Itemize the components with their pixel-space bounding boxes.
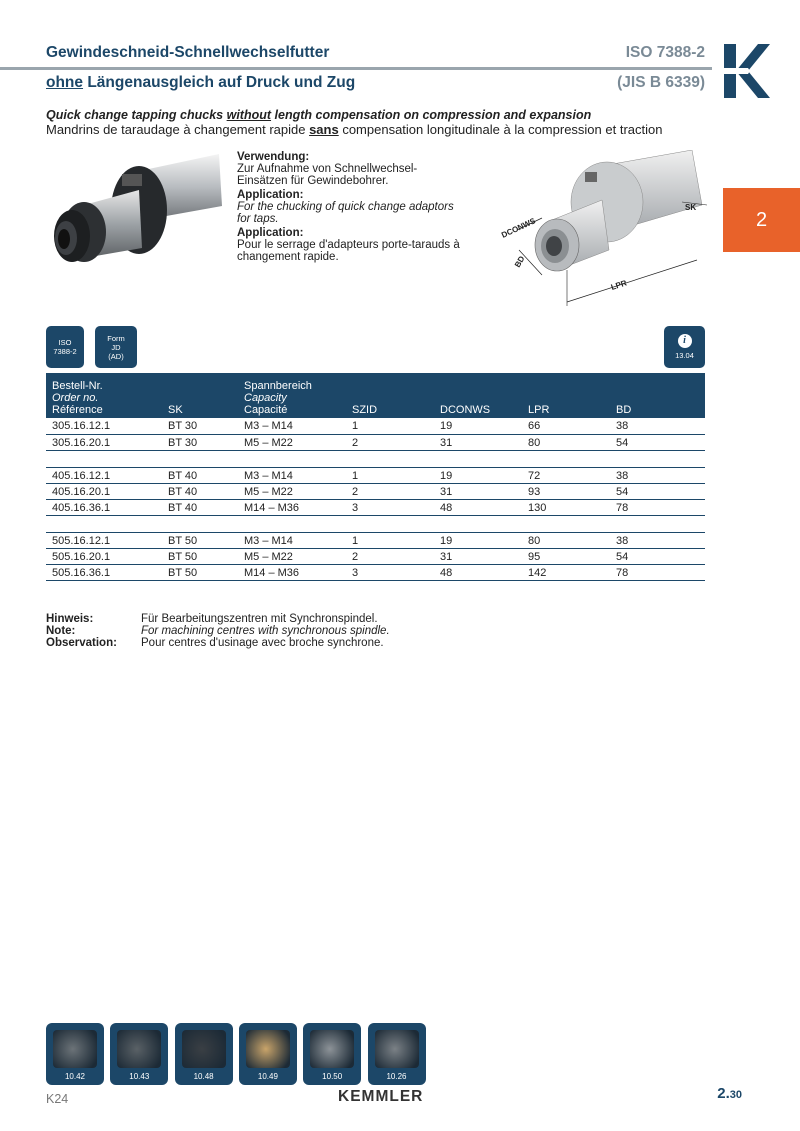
usage-heading-fr: Application:	[237, 227, 304, 239]
cell-bd: 54	[610, 483, 705, 499]
cell-szid: 2	[346, 483, 434, 499]
info-icon: i	[678, 334, 692, 348]
cell-lpr: 80	[522, 434, 610, 450]
header-sk: SK	[168, 404, 183, 416]
info-badge[interactable]	[664, 326, 705, 368]
label-dconws: DCONWS	[500, 216, 537, 240]
cell-dconws: 19	[434, 532, 522, 548]
note-text-en: For machining centres with synchronous spindle.	[141, 625, 390, 637]
cell-szid: 1	[346, 467, 434, 483]
subtitle-emphasis: ohne	[46, 74, 84, 91]
cell-bd: 38	[610, 532, 705, 548]
accessory-label: 10.50	[322, 1072, 343, 1081]
accessory-image	[246, 1030, 290, 1068]
accessory-image	[375, 1030, 419, 1068]
cell-order-no[interactable]: 405.16.36.1	[46, 499, 162, 515]
cell-order-no[interactable]: 305.16.20.1	[46, 434, 162, 450]
table-row	[46, 499, 705, 515]
table-row	[46, 418, 705, 434]
cell-sk: BT 50	[162, 564, 238, 580]
iso-badge-line2: 7388-2	[53, 347, 77, 356]
group-separator	[46, 450, 705, 467]
kemmler-logo-icon	[722, 44, 770, 98]
brand-name: KEMMLER	[338, 1088, 424, 1105]
title-english: Quick change tapping chucks without length compensation on compression and expansion	[46, 108, 592, 122]
cell-bd: 38	[610, 467, 705, 483]
cell-sk: BT 40	[162, 467, 238, 483]
page-subtitle	[46, 74, 355, 92]
cell-dconws: 48	[434, 499, 522, 515]
accessory-thumbnail[interactable]	[239, 1023, 297, 1085]
cell-dconws: 31	[434, 548, 522, 564]
cell-lpr: 93	[522, 483, 610, 499]
footer-code: K24	[46, 1092, 69, 1106]
accessory-label: 10.43	[129, 1072, 150, 1081]
cell-sk: BT 30	[162, 434, 238, 450]
label-bd: BD	[512, 254, 527, 269]
cell-szid: 1	[346, 532, 434, 548]
usage-description	[237, 151, 467, 263]
usage-text-fr: Pour le serrage d'adapteurs porte-tarauds à changement rapide.	[237, 239, 460, 263]
header-dconws: DCONWS	[440, 404, 491, 416]
header-bd: BD	[616, 404, 632, 416]
accessory-thumbnail[interactable]	[368, 1023, 426, 1085]
cell-bd: 78	[610, 499, 705, 515]
cell-capacity: M3 – M14	[238, 467, 346, 483]
accessory-label: 10.42	[64, 1072, 86, 1081]
subtitle-rest: Längenausgleich auf Druck und Zug	[87, 74, 356, 91]
iso-badge	[46, 326, 84, 368]
accessory-label: 10.48	[193, 1072, 214, 1081]
cell-dconws: 48	[434, 564, 522, 580]
cell-szid: 2	[346, 548, 434, 564]
header-szid: SZID	[352, 404, 378, 416]
cell-lpr: 66	[522, 418, 610, 434]
note-text-fr: Pour centres d'usinage avec broche synchrone.	[141, 637, 384, 649]
cell-lpr: 80	[522, 532, 610, 548]
cell-capacity: M5 – M22	[238, 548, 346, 564]
technical-drawing	[497, 150, 712, 310]
table-row	[46, 434, 705, 450]
header-divider	[0, 67, 712, 70]
table-row	[46, 532, 705, 548]
cell-lpr: 130	[522, 499, 610, 515]
accessory-thumbnail[interactable]	[303, 1023, 361, 1085]
cell-capacity: M5 – M22	[238, 434, 346, 450]
group-separator	[46, 515, 705, 532]
label-lpr: LPR	[609, 278, 628, 292]
accessory-label: 10.26	[386, 1072, 407, 1081]
cell-bd: 54	[610, 434, 705, 450]
cell-szid: 3	[346, 499, 434, 515]
usage-text-de: Zur Aufnahme von Schnellwechsel-Einsätzen für Gewindebohrer.	[237, 163, 418, 187]
title-french: Mandrins de taraudage à changement rapide sans compensation longitudinale à la compression et traction	[46, 122, 663, 137]
info-reference: 13.04	[675, 351, 694, 360]
cell-order-no[interactable]: 505.16.20.1	[46, 548, 162, 564]
section-tab[interactable]: 2	[723, 188, 800, 252]
cell-capacity: M14 – M36	[238, 564, 346, 580]
note-label-fr: Observation:	[46, 637, 117, 649]
form-badge	[95, 326, 137, 368]
accessory-thumbnail[interactable]	[46, 1023, 104, 1085]
label-sk: SK	[685, 203, 697, 212]
cell-order-no[interactable]: 405.16.12.1	[46, 467, 162, 483]
cell-lpr: 142	[522, 564, 610, 580]
table-row	[46, 483, 705, 499]
cell-szid: 1	[346, 418, 434, 434]
page-title: Gewindeschneid-Schnellwechselfutter	[46, 44, 330, 61]
cell-capacity: M3 – M14	[238, 418, 346, 434]
form-badge-line3: (AD)	[108, 351, 124, 361]
note-label-en: Note:	[46, 625, 76, 637]
cell-capacity: M5 – M22	[238, 483, 346, 499]
table-header	[46, 373, 705, 418]
cell-capacity: M14 – M36	[238, 499, 346, 515]
cell-sk: BT 50	[162, 532, 238, 548]
header-capacity: Spannbereich Capacity Capacité	[244, 380, 312, 416]
accessory-image	[310, 1030, 354, 1068]
accessory-thumbnail[interactable]	[175, 1023, 233, 1085]
cell-szid: 3	[346, 564, 434, 580]
usage-text-en: For the chucking of quick change adaptors for taps.	[237, 201, 454, 225]
usage-heading-de: Verwendung:	[237, 151, 310, 163]
cell-capacity: M3 – M14	[238, 532, 346, 548]
table-row	[46, 548, 705, 564]
notes	[46, 613, 390, 649]
cell-order-no[interactable]: 505.16.12.1	[46, 532, 162, 548]
cell-bd: 78	[610, 564, 705, 580]
cell-lpr: 72	[522, 467, 610, 483]
table-row	[46, 467, 705, 483]
table-row	[46, 564, 705, 580]
product-table	[46, 373, 705, 581]
cell-dconws: 19	[434, 418, 522, 434]
standard-label: ISO 7388-2	[625, 44, 705, 61]
cell-dconws: 31	[434, 483, 522, 499]
cell-bd: 38	[610, 418, 705, 434]
form-badge-line2: JD	[111, 342, 121, 352]
cell-lpr: 95	[522, 548, 610, 564]
page-number: 2.30	[717, 1085, 742, 1102]
cell-order-no[interactable]: 405.16.20.1	[46, 483, 162, 499]
accessory-label: 10.49	[257, 1072, 278, 1081]
cell-sk: BT 40	[162, 483, 238, 499]
header-order: Bestell-Nr. Order no. Référence	[52, 380, 103, 416]
accessory-image	[117, 1030, 161, 1068]
accessory-image	[182, 1030, 226, 1068]
note-label-de: Hinweis:	[46, 613, 94, 625]
standard-label-jis: (JIS B 6339)	[617, 74, 705, 91]
cell-bd: 54	[610, 548, 705, 564]
cell-dconws: 19	[434, 467, 522, 483]
product-photo	[44, 150, 229, 280]
cell-order-no[interactable]: 505.16.36.1	[46, 564, 162, 580]
iso-badge-line1: ISO	[58, 338, 72, 347]
accessory-thumbnail[interactable]	[110, 1023, 168, 1085]
cell-dconws: 31	[434, 434, 522, 450]
cell-order-no[interactable]: 305.16.12.1	[46, 418, 162, 434]
cell-sk: BT 40	[162, 499, 238, 515]
cell-szid: 2	[346, 434, 434, 450]
usage-heading-en: Application:	[237, 189, 304, 201]
cell-sk: BT 30	[162, 418, 238, 434]
accessory-image	[53, 1030, 97, 1068]
note-text-de: Für Bearbeitungszentren mit Synchronspindel.	[141, 613, 378, 625]
form-badge-line1: Form	[107, 333, 125, 343]
cell-sk: BT 50	[162, 548, 238, 564]
header-lpr: LPR	[528, 404, 550, 416]
